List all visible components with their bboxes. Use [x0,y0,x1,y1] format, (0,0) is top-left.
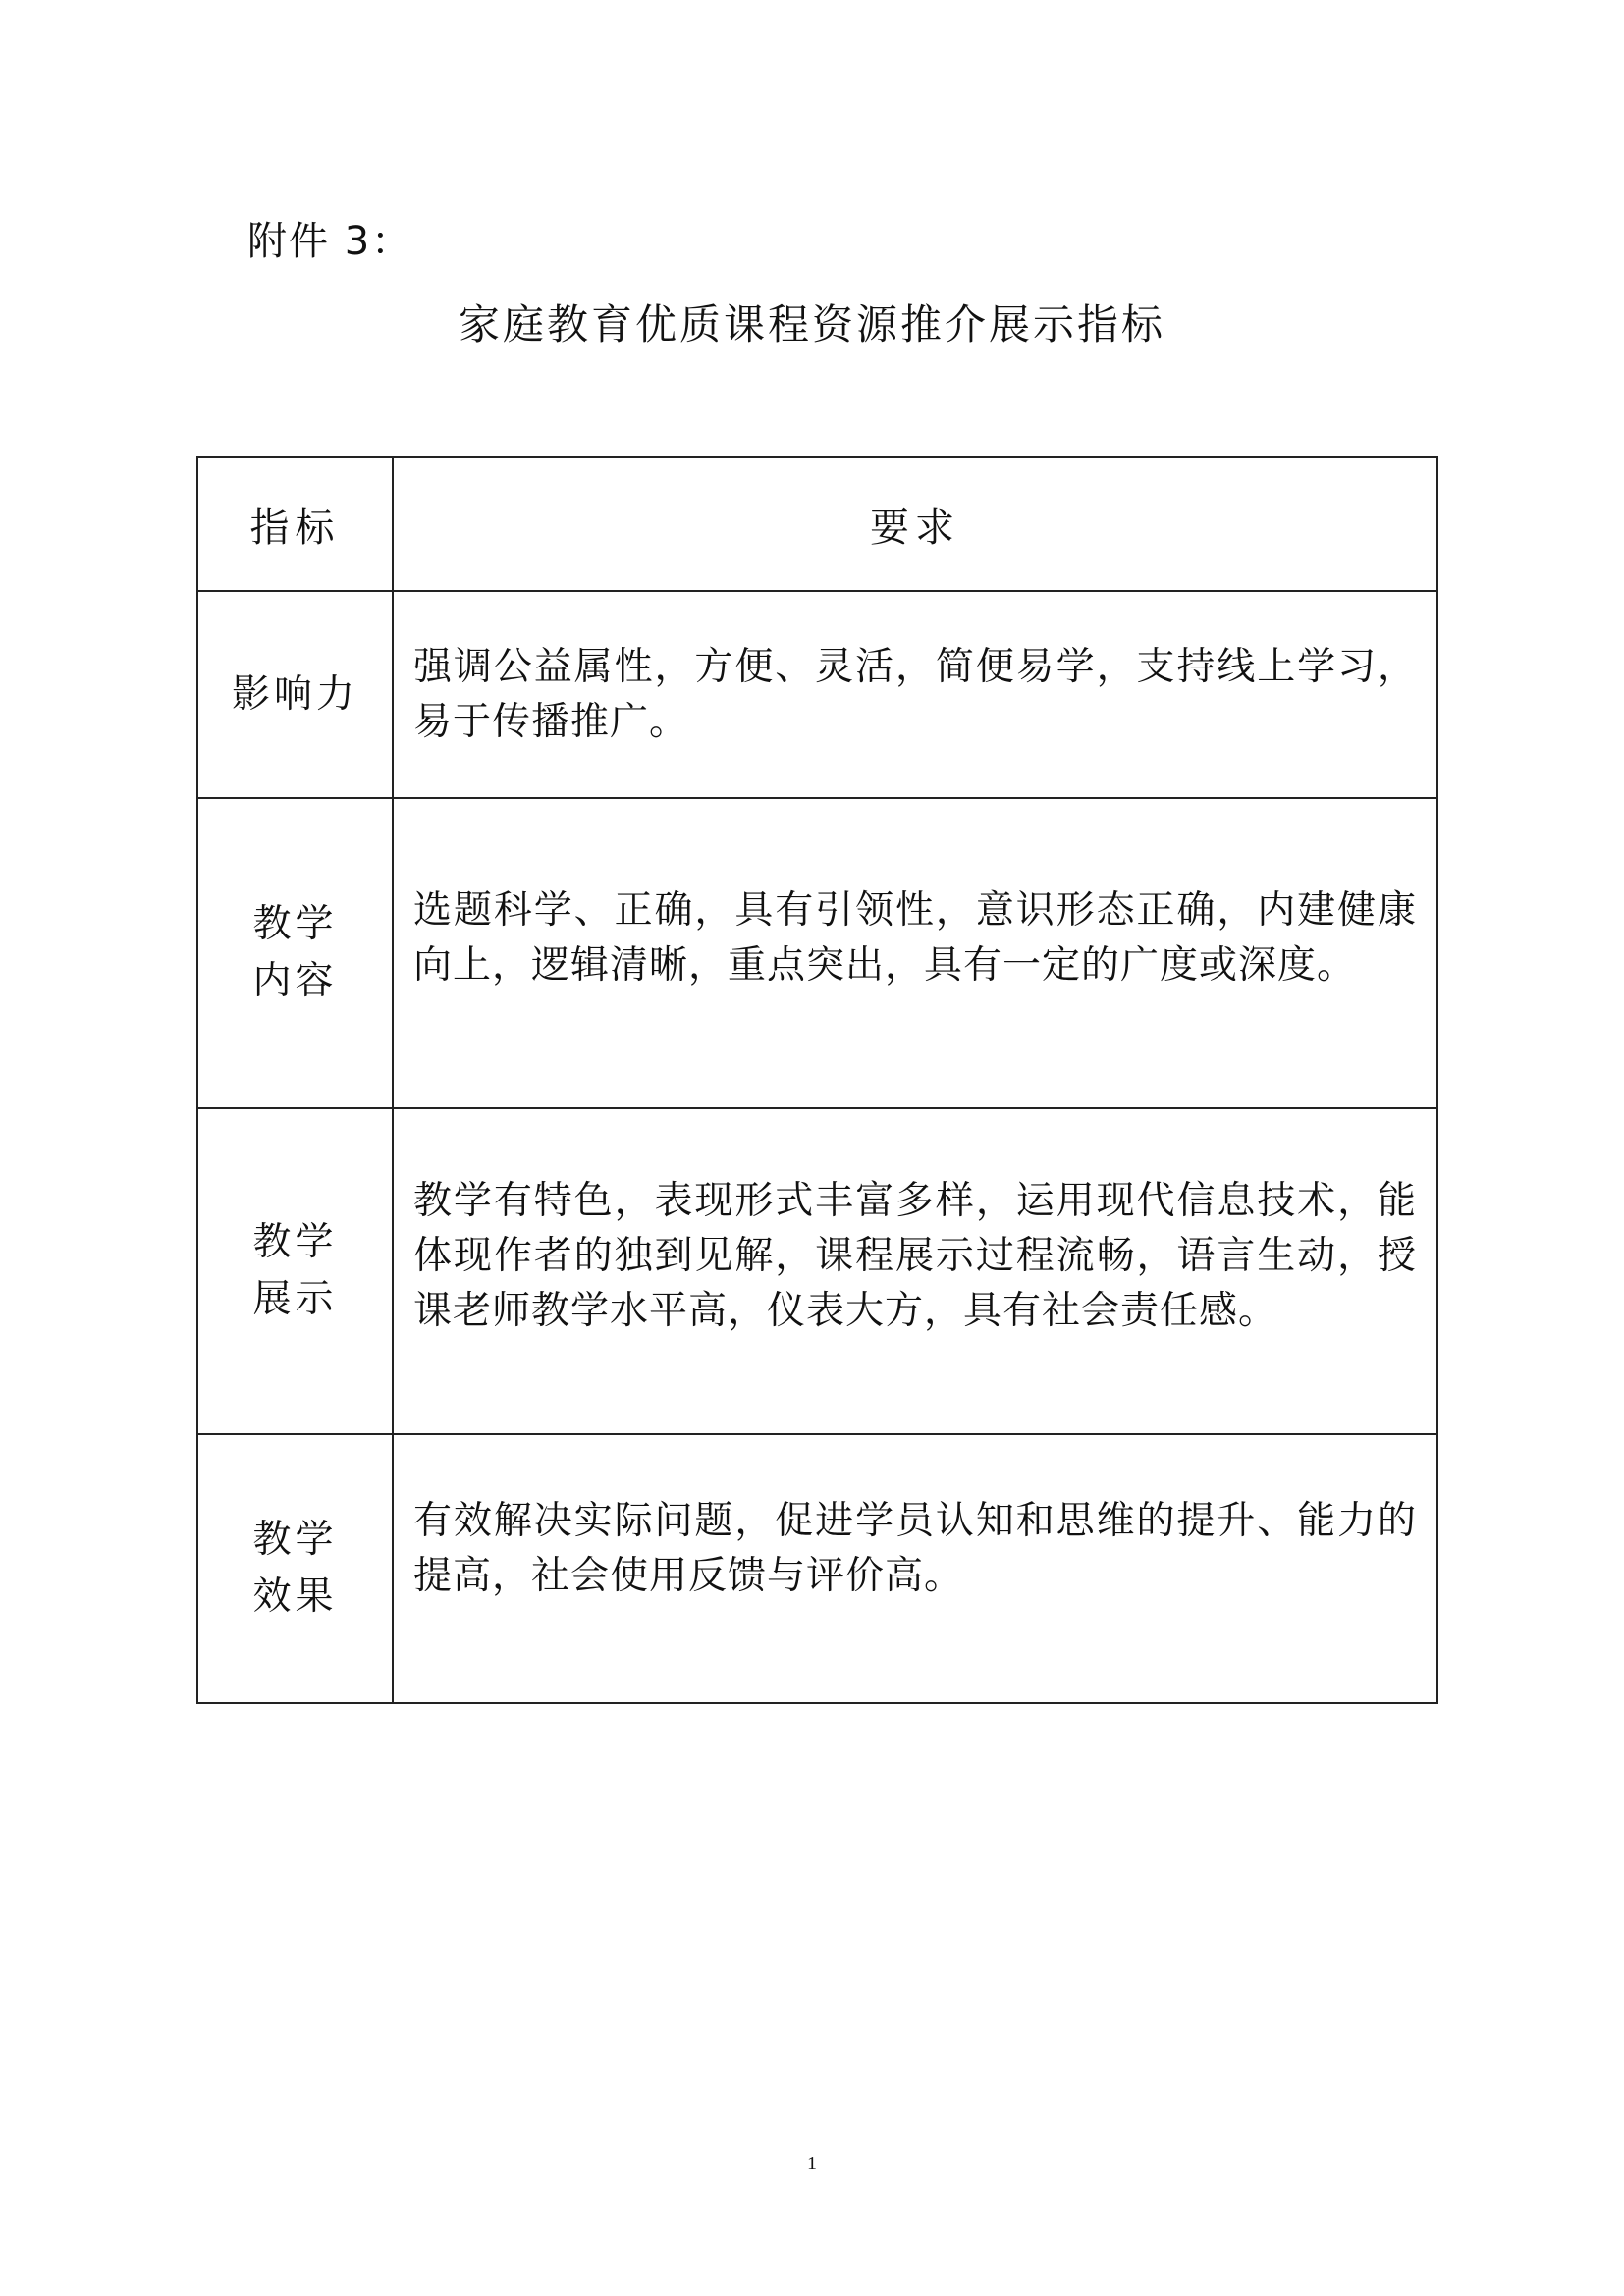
requirement-cell [393,1434,1437,1703]
header-indicator: 指标 [197,457,393,591]
document-title: 家庭教育优质课程资源推介展示指标 [458,300,1165,348]
indicator-cell [197,591,393,798]
indicator-label: 影响力 [231,671,358,717]
requirement-cell [393,798,1437,1108]
indicator-cell [197,1108,393,1434]
requirement-text: 选题科学、正确，具有引领性，意识形态正确，内建健康向上，逻辑清晰，重点突出，具有一定的广度或深度。 [413,888,1417,988]
requirement-cell [393,1108,1437,1434]
requirement-cell [393,591,1437,798]
requirement-text: 强调公益属性，方便、灵活，简便易学，支持线上学习，易于传播推广。 [413,644,1417,744]
indicator-label: 教学展示 [252,1220,338,1321]
table-header-row [197,457,1437,591]
table-row [197,1108,1437,1434]
table-row [197,798,1437,1108]
requirement-text: 教学有特色，表现形式丰富多样，运用现代信息技术，能体现作者的独到见解，课程展示过程流畅，语言生动，授课老师教学水平高，仪表大方，具有社会责任感。 [413,1179,1417,1333]
table-row [197,591,1437,798]
table-row [197,1434,1437,1703]
indicator-label: 教学效果 [252,1518,338,1619]
header-requirement: 要求 [393,457,1437,591]
attachment-label: 附件 3： [247,219,413,264]
requirement-text: 有效解决实际问题，促进学员认知和思维的提升、能力的提高，社会使用反馈与评价高。 [413,1499,1417,1598]
indicator-label: 教学内容 [252,902,338,1003]
indicator-cell [197,1434,393,1703]
indicator-table [196,456,1438,1704]
indicator-cell [197,798,393,1108]
page-number: 1 [807,2153,817,2174]
